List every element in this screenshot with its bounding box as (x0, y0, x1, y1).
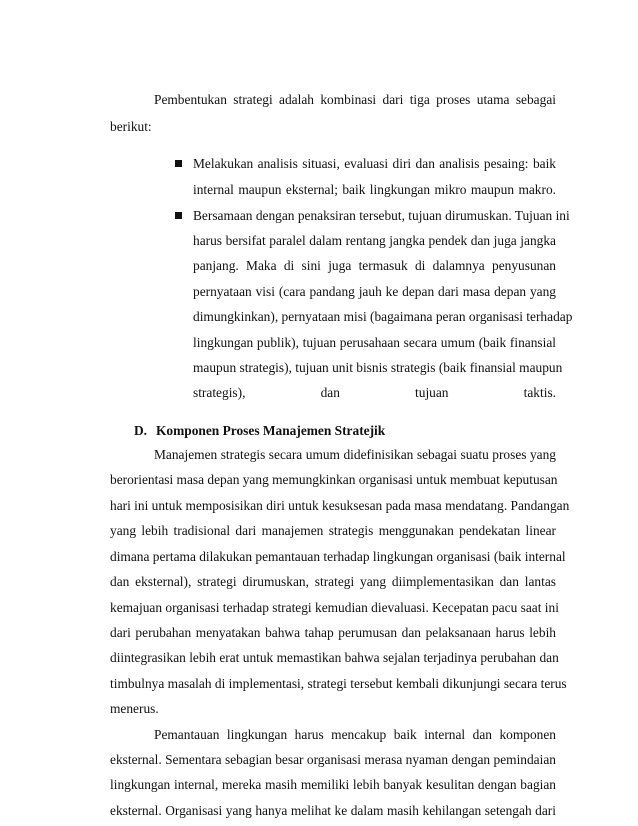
paragraph-line: eksternal. Organisasi yang hanya melihat ke dalam masih kehilangan setengah dari (110, 803, 556, 818)
paragraph-line: dan eksternal), strategi dirumuskan, strategi yang diimplementasikan dan lantas (110, 574, 556, 589)
paragraph-line: yang lebih tradisional dari manajemen strategis menggunakan pendekatan linear (110, 523, 556, 538)
section-title: Komponen Proses Manajemen Stratejik (156, 423, 386, 438)
section-letter: D. (134, 423, 148, 438)
paragraph-line: lingkungan internal, mereka masih memiliki lebih banyak kesulitan dengan bagian (110, 777, 556, 792)
paragraph-line: berorientasi masa depan yang memungkinkan organisasi untuk membuat keputusan (110, 472, 558, 487)
bullet-line: lingkungan publik), tujuan perusahaan secara umum (baik finansial (193, 335, 556, 350)
bullet-line: maupun strategis), tujuan unit bisnis strategis (baik finansial maupun (193, 360, 563, 375)
bullet-line: dimungkinkan), pernyataan misi (bagaimana peran organisasi terhadap (193, 309, 573, 324)
paragraph-line: eksternal. Sementara sebagian besar organisasi merasa nyaman dengan pemindaian (110, 752, 556, 767)
paragraph-line: diintegrasikan lebih erat untuk memastikan bahwa sejalan terjadinya perubahan dan (110, 650, 559, 665)
intro-line: Pembentukan strategi adalah kombinasi dari tiga proses utama sebagai (154, 92, 556, 107)
paragraph-line: menerus. (110, 701, 159, 716)
paragraph-line: Manajemen strategis secara umum didefinisikan sebagai suatu proses yang (154, 447, 556, 462)
paragraph-line: kemajuan organisasi terhadap strategi kemudian dievaluasi. Kecepatan pacu saat ini (110, 600, 559, 615)
bullet-line: pernyataan visi (cara pandang jauh ke depan dari masa depan yang (193, 284, 556, 299)
bullet-line: internal maupun eksternal; baik lingkungan mikro maupun makro. (193, 182, 556, 197)
intro-line: berikut: (110, 119, 152, 134)
bullet-line: harus bersifat paralel dalam rentang jangka pendek dan juga jangka (193, 233, 556, 248)
paragraph-line: hari ini untuk memposisikan diri untuk kesuksesan pada masa mendatang. Pandangan (110, 498, 570, 513)
bullet-line: Melakukan analisis situasi, evaluasi diri dan analisis pesaing: baik (193, 156, 556, 171)
paragraph-line: dimana pertama dilakukan pemantauan terhadap lingkungan organisasi (baik internal (110, 549, 566, 564)
bullet-line: Bersamaan dengan penaksiran tersebut, tujuan dirumuskan. Tujuan ini (193, 208, 570, 223)
bullet-line: strategis), dan tujuan taktis. (193, 385, 556, 400)
paragraph-line: Pemantauan lingkungan harus mencakup baik internal dan komponen (154, 727, 556, 742)
bullet-line: panjang. Maka di sini juga termasuk di dalamnya penyusunan (193, 258, 556, 273)
square-bullet-icon (175, 160, 182, 167)
paragraph-line: timbulnya masalah di implementasi, strategi tersebut kembali dikunjungi secara terus (110, 676, 567, 691)
paragraph-line: dari perubahan menyatakan bahwa tahap perumusan dan pelaksanaan harus lebih (110, 625, 556, 640)
square-bullet-icon (175, 212, 182, 219)
